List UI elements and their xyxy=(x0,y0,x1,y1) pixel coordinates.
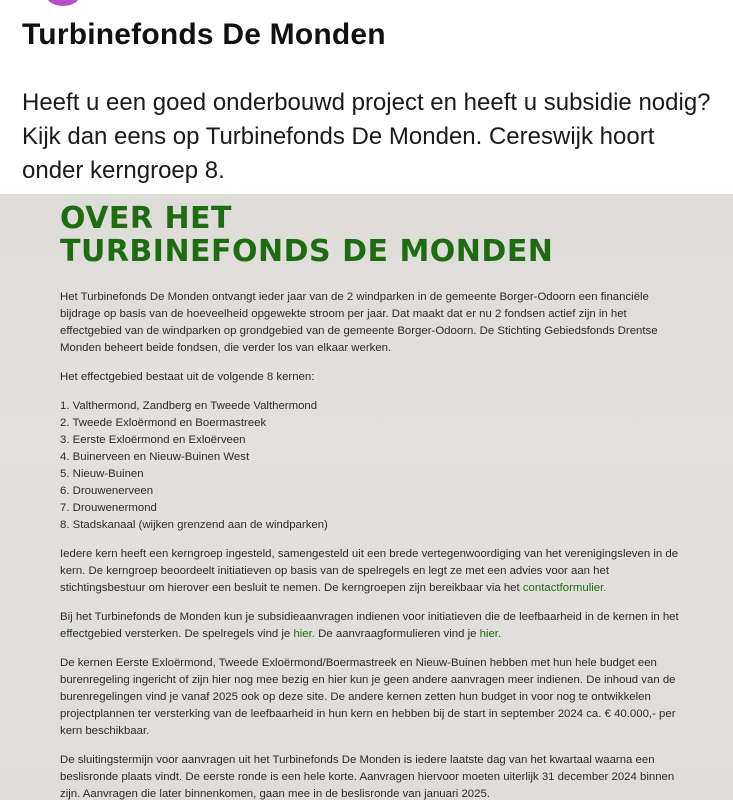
budget-paragraph: De kernen Eerste Exloërmond, Tweede Exloërmond/Boermastreek en Nieuw-Buinen hebben met hun hele budget een burenregeling ingericht of zijn hier nog mee bezig en hier kun je geen andere aanvragen meer indienen. De inhoud van de burenregelingen vind je vanaf 2025 ook op deze site. De andere kernen zetten hun budget in voor nog te ontwikkelen projectplannen ter versterking van de leefbaarheid in hun kern en hebben bij de start in september 2024 ca. € 40.000,- per kern beschikbaar. xyxy=(60,657,676,737)
contactformulier-link[interactable]: contactformulier. xyxy=(522,582,607,594)
document-page xyxy=(60,194,680,800)
list-item: 6. Drouwenerveen xyxy=(60,485,154,497)
list-item: 2. Tweede Exloërmond en Boermastreek xyxy=(60,417,267,429)
document-heading xyxy=(60,202,680,268)
list-item: 5. Nieuw-Buinen xyxy=(60,468,144,480)
termijn-paragraph: De sluitingstermijn voor aanvragen uit het Turbinefonds De Monden is iedere laatste dag van het kwartaal waarna een beslisronde plaats vindt. De eerste ronde is een hele korte. Aanvragen hiervoor moeten uiterlijk 31 december 2024 binnen zijn. Aanvragen die later binnenkomen, gaan mee in de beslisronde van januari 2025. xyxy=(60,754,675,800)
heading-line-2: TURBINEFONDS DE MONDEN xyxy=(60,234,554,269)
intro-paragraph: Het Turbinefonds De Monden ontvangt ieder jaar van de 2 windparken in de gemeente Borger-Odoorn een financiële bijdrage op basis van de hoeveelheid opgewekte stroom per jaar. Dat maakt dat er nu 2 fondsen actief zijn in het effectgebied van de windparken op grondgebied van de gemeente Borger-Odoorn. De Stichting Gebiedsfonds Drentse Monden beheert beide fondsen, die verder los van elkaar werken. xyxy=(60,291,658,354)
list-item: 8. Stadskanaal (wijken grenzend aan de windparken) xyxy=(60,519,328,531)
kerngroep-text: Iedere kern heeft een kerngroep ingesteld, samengesteld uit een brede vertegenwoordiging van het verenigingsleven in de kern. De kerngroep beoordeelt initiatieven op basis van de spelregels en legt ze met een advies voor aan het stichtingsbestuur om hierover een besluit te nemen. De kerngroepen zijn bereikbaar via het xyxy=(60,548,679,594)
list-item: 4. Buinerveen en Nieuw-Buinen West xyxy=(60,451,250,463)
heading-line-1: OVER HET xyxy=(60,201,233,236)
subsidie-text-2: De aanvraagformulieren vind je xyxy=(318,628,477,640)
subsidie-paragraph xyxy=(60,609,680,643)
kernen-list xyxy=(60,398,680,534)
list-item: 1. Valthermond, Zandberg en Tweede Valthermond xyxy=(60,400,318,412)
aanvraagformulieren-link[interactable]: hier. xyxy=(479,628,502,640)
document-text xyxy=(60,289,680,800)
post-title: Turbinefonds De Monden xyxy=(22,18,386,51)
attached-photo[interactable] xyxy=(0,194,733,800)
list-intro: Het effectgebied bestaat uit de volgende 8 kernen: xyxy=(60,371,315,383)
kerngroep-paragraph xyxy=(60,546,680,597)
subsidie-text: Bij het Turbinefonds de Monden kun je subsidieaanvragen indienen voor initiatieven die de leefbaarheid in de kernen in het effectgebied versterken. De spelregels vind je xyxy=(60,611,679,640)
post-body: Heeft u een goed onderbouwd project en heeft u subsidie nodig? Kijk dan eens op Turbinefonds De Monden. Cereswijk hoort onder kerngroep 8. xyxy=(22,89,711,184)
list-item: 3. Eerste Exloërmond en Exloërveen xyxy=(60,434,246,446)
avatar[interactable] xyxy=(46,0,80,6)
spelregels-link[interactable]: hier. xyxy=(293,628,315,640)
list-item: 7. Drouwenermond xyxy=(60,502,157,514)
